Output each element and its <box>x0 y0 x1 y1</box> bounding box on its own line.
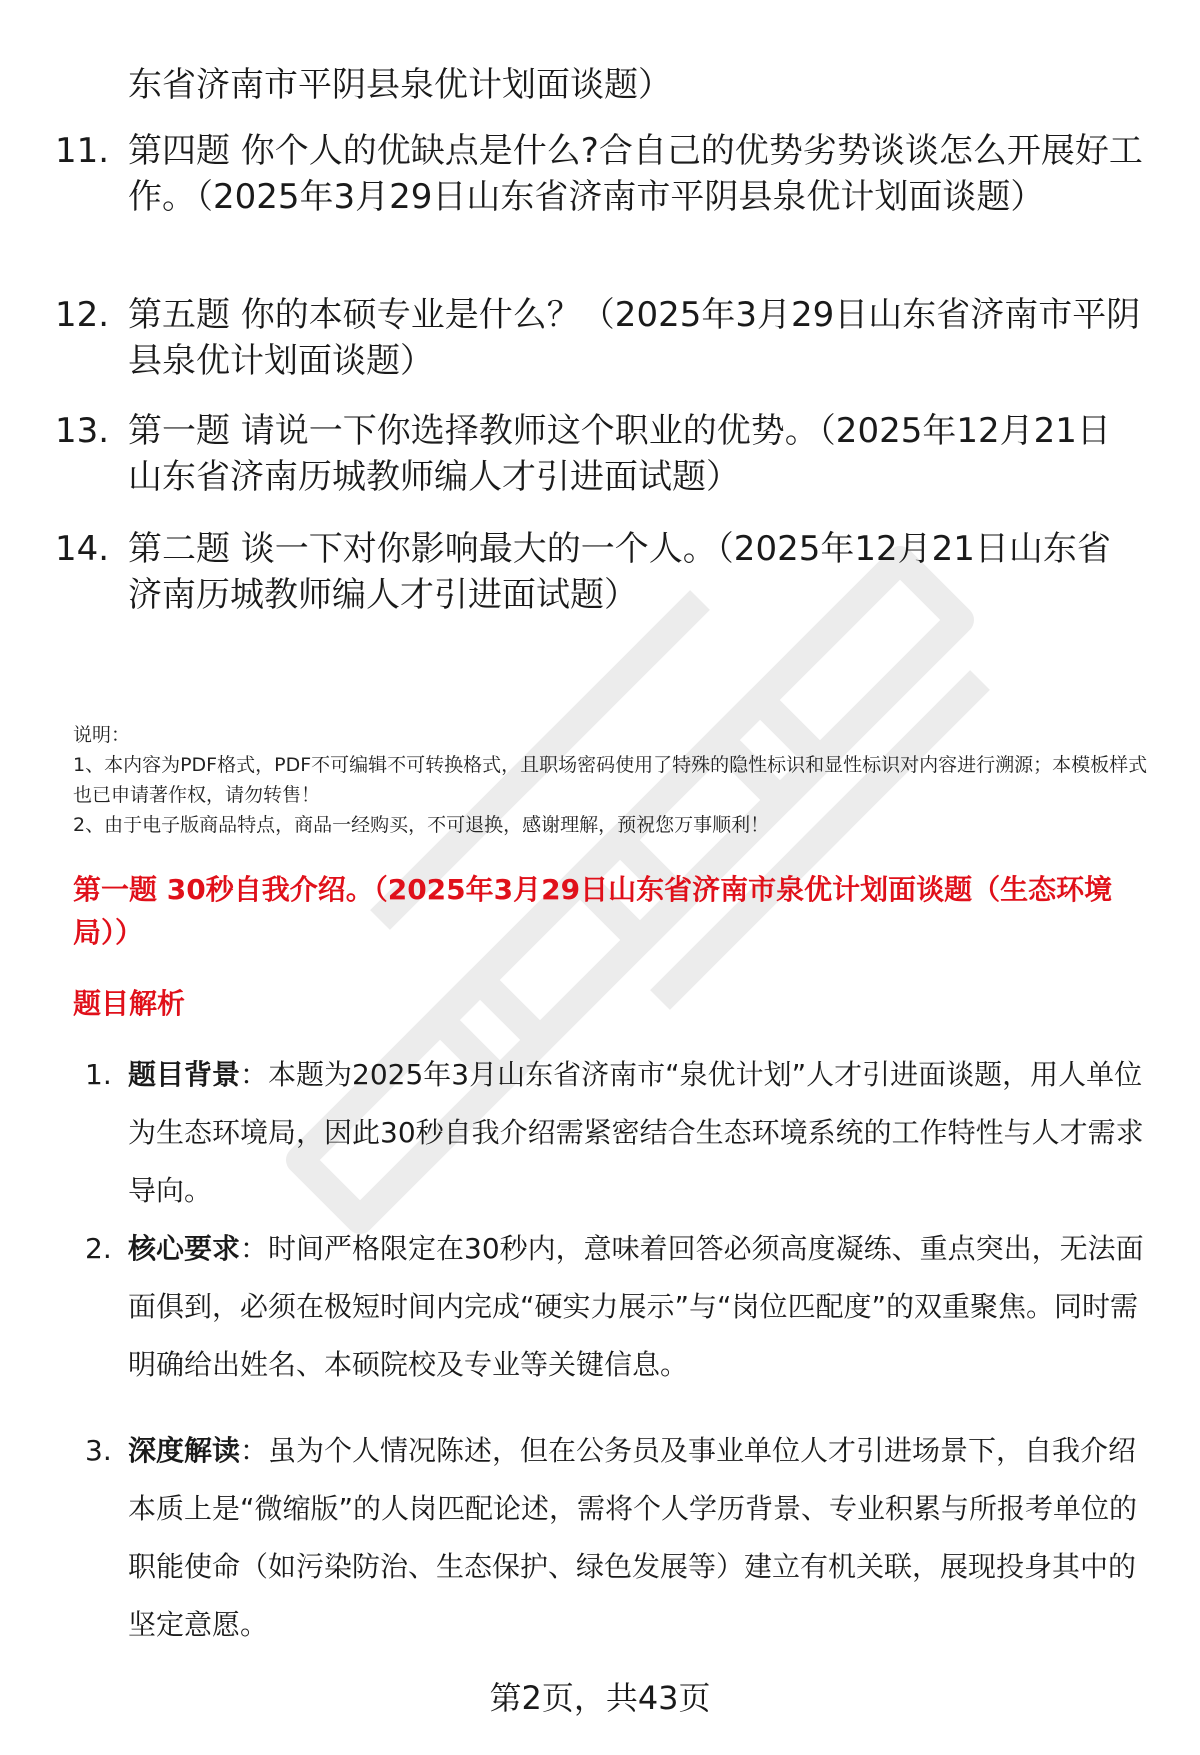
question-number: 14. <box>55 529 110 569</box>
analysis-text <box>128 1220 1158 1394</box>
analysis-heading: 题目解析 <box>73 987 186 1020</box>
analysis-head: 深度解读 <box>128 1434 241 1467</box>
analysis-number: 1. <box>85 1058 112 1091</box>
analysis-head: 题目背景 <box>128 1058 241 1091</box>
question-number: 13. <box>55 411 110 451</box>
analysis-number: 2. <box>85 1232 112 1265</box>
continued-question-tail: 东省济南市平阴县泉优计划面谈题） <box>128 65 672 105</box>
notes-block <box>73 720 1163 840</box>
notes-title: 说明： <box>73 724 131 746</box>
analysis-body: ：虽为个人情况陈述，但在公务员及事业单位人才引进场景下，自我介绍本质上是“微缩版”的人岗匹配论述，需将个人学历背景、专业积累与所报考单位的职能使命（如污染防治、生态保护、绿色发展等）建立有机关联，展现投身其中的坚定意愿。 <box>128 1434 1138 1641</box>
analysis-text <box>128 1046 1158 1220</box>
analysis-body: ：时间严格限定在30秒内，意味着回答必须高度凝练、重点突出，无法面面俱到，必须在极短时间内完成“硬实力展示”与“岗位匹配度”的双重聚焦。同时需明确给出姓名、本硕院校及专业等关键信息。 <box>128 1232 1144 1381</box>
question-text: 第五题 你的本硕专业是什么？（2025年3月29日山东省济南市平阴县泉优计划面谈题） <box>128 295 1141 381</box>
question-text: 第一题 请说一下你选择教师这个职业的优势。（2025年12月21日山东省济南历城教师编人才引进面试题） <box>128 411 1111 497</box>
notes-line-2: 2、由于电子版商品特点，商品一经购买，不可退换，感谢理解，预祝您万事顺利！ <box>73 814 770 836</box>
analysis-head: 核心要求 <box>128 1232 241 1265</box>
analysis-text <box>128 1422 1158 1654</box>
analysis-number: 3. <box>85 1434 112 1467</box>
question-number: 11. <box>55 131 110 171</box>
question-text: 第四题 你个人的优缺点是什么?合自己的优势劣势谈谈怎么开展好工作。（2025年3月29日山东省济南市平阴县泉优计划面谈题） <box>128 131 1143 217</box>
question-text: 第二题 谈一下对你影响最大的一个人。（2025年12月21日山东省济南历城教师编人才引进面试题） <box>128 529 1111 615</box>
page-footer: 第2页，共43页 <box>489 1679 711 1717</box>
analysis-body: ：本题为2025年3月山东省济南市“泉优计划”人才引进面谈题，用人单位为生态环境局，因此30秒自我介绍需紧密结合生态环境系统的工作特性与人才需求导向。 <box>128 1058 1144 1207</box>
section-title: 第一题 30秒自我介绍。（2025年3月29日山东省济南市泉优计划面谈题（生态环境局）） <box>73 873 1113 949</box>
notes-line-1: 1、本内容为PDF格式，PDF不可编辑不可转换格式，且职场密码使用了特殊的隐性标识和显性标识对内容进行溯源；本模板样式也已申请著作权，请勿转售！ <box>73 754 1148 806</box>
question-number: 12. <box>55 295 110 335</box>
